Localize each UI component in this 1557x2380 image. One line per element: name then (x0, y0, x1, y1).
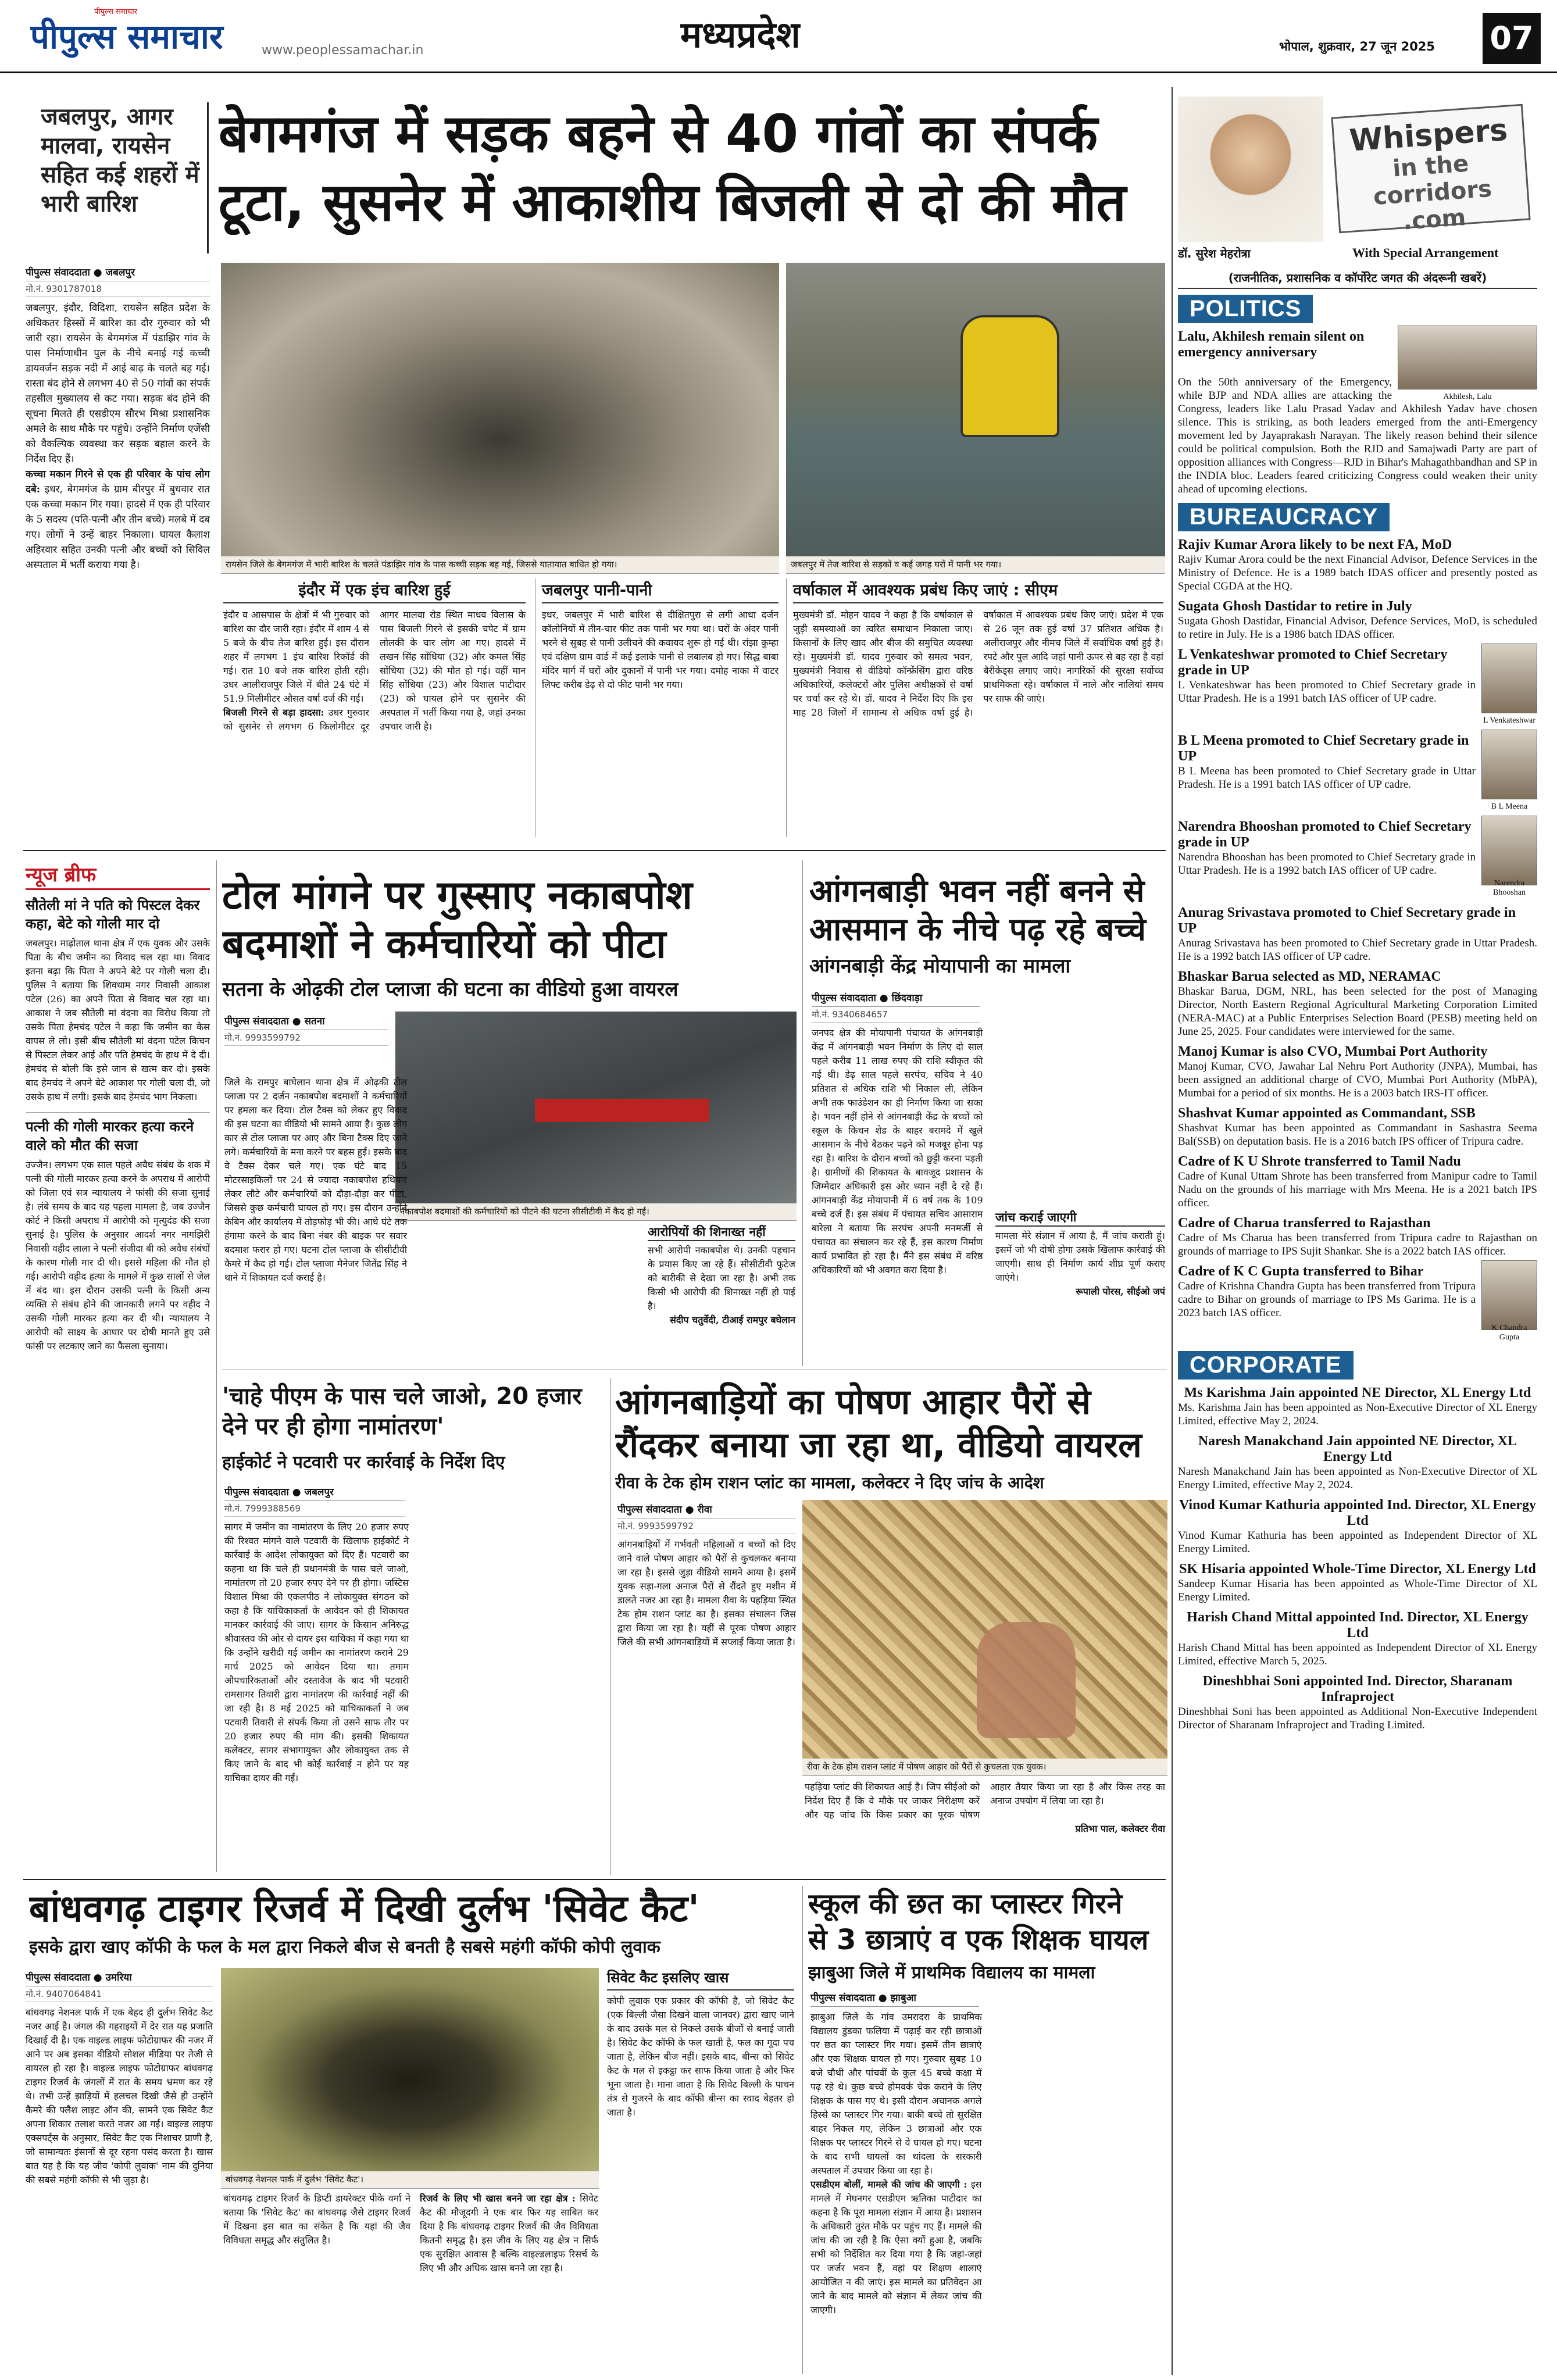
bureaucracy-label: BUREAUCRACY (1178, 503, 1390, 531)
anganwadi-probe-body: मामला मेरे संज्ञान में आया है, मैं जांच कराती हूं। इसमें जो भी दोषी होगा उसके खिलाफ कार्रवाई की जाएगी। साथ ही निर्माण कार्य शीघ्र पूर्ण कराए जाएंगे। (995, 1230, 1165, 1283)
divider (216, 860, 217, 1872)
corporate-item (1178, 1380, 1537, 1428)
bureaucracy-body: Sugata Ghosh Dastidar, Financial Advisor, Defence Services, MoD, is scheduled to retire in July. He is a 1986 batch IDAS officer. (1178, 615, 1537, 641)
civet-photo (221, 1968, 599, 2171)
poshan-body-box (615, 1500, 798, 1875)
bureaucracy-body: Manoj Kumar, CVO, Jawahar Lal Nehru Port Authority (JNPA), Mumbai, has been assigned an additional charge of CVO, Mumbai Port Authority (MbPA), Mumbai for a period of six months. He is a 2003 batch IRS-IT officer. (1178, 1060, 1537, 1099)
bureaucracy-item (1178, 1210, 1537, 1258)
poshan-headline-1: आंगनबाड़ियों का पोषण आहार पैरों से (615, 1382, 1091, 1423)
civet-reserve-body: सिवेट कैट की मौजूदगी ने एक बार फिर यह साबित कर दिया है कि बांधवगढ़ टाइगर रिजर्व की जैव विविधता कितनी समृद्ध है। इस जीव के लिए यह क्षेत्र न सिर्फ एक सुरक्षित आवास है बल्कि वाइल्डलाइफ रिसर्च के लिए भी और अधिक खास बनने जा रहा है। (420, 2193, 598, 2274)
corporate-label: CORPORATE (1178, 1351, 1354, 1380)
author-photo (1178, 97, 1323, 242)
byline: पीपुल्स संवाददाता ● झाबुआ (810, 1988, 979, 2007)
corporate-head: Vinod Kumar Kathuria appointed Ind. Director, XL Energy Ltd (1179, 1498, 1537, 1528)
masthead (0, 0, 1557, 73)
anganwadi-probe-box (993, 1209, 1167, 1360)
civet-cont-box (221, 2192, 413, 2372)
auto-rickshaw (960, 315, 1059, 437)
bureaucracy-item (1178, 1148, 1537, 1210)
weather-sub-body: इधर, बेगमगंज के ग्राम बीरपुर में बुधवार रात एक कच्चा मकान गिर गया। हादसे में एक ही परिवार के 5 सदस्य (पति-पत्नी और तीन बच्चे) मलबे में दब गए। लोगों ने उन्हें बाहर निकाला। घायल कैलाश अहिरवार सहित उनकी पत्नी और बच्चों को सिविल अस्पताल में भर्ती कराया गया है। (26, 484, 210, 571)
weather-caption-2: जबलपुर में तेज बारिश से सड़कों व कई जगह घरों में पानी भर गया। (786, 556, 1165, 574)
byline: पीपुल्स संवाददाता ● छिंदवाड़ा (812, 988, 980, 1007)
toll-accused-sig: संदीप चतुर्वेदी, टीआई रामपुर बघेलान (670, 1314, 795, 1325)
school-sub-body: इस मामले में मेघनगर एसडीएम ऋतिका पाटीदार का कहना है कि पूरा मामला संज्ञान में आया है। प्रशासन के अधिकारी तुरंत मौके पर पहुंच गए हैं। मामले की जांच की जा रही है कि ऐसा क्यों हुआ है, जबकि सभी को निर्देशित कर दिया गया है कि जहां-जहां पर जर्जर भवन हैं, वहां पर शिक्षण शालाएं आयोजित न की जाएं। इस मामले का प्रतिवेदन आ जाने के बाद मामले को संज्ञान में लेकर जांच की जाएगी। (810, 2179, 982, 2315)
corporate-item (1178, 1556, 1537, 1604)
cm-block (791, 578, 1166, 846)
byline: पीपुल्स संवाददाता ● जबलपुर (26, 263, 210, 281)
brand-tagline: पीपुल्स समाचार (94, 8, 137, 16)
bureaucracy-head: Cadre of Charua transferred to Rajasthan (1178, 1216, 1431, 1231)
school-body: झाबुआ जिले के गांव उमरादरा के प्राथमिक विद्यालय डुंडका फलिया में पढ़ाई कर रही छात्राओं पर छत का प्लास्टर गिर गया। इसमें तीन छात्राएं और एक शिक्षक घायल हो गए। गुरुवार सुबह 10 बजे चौथी और पांचवीं के कुल 45 बच्चे कक्षा में पढ़ रहे थे। कुछ बच्चे होमवर्क चेक कराने के लिए शिक्षक के पास गए थे। इसी दौरान अचानक अगले हिस्से का प्लास्टर गिर गया। बाकी बच्चे तो सुरक्षित बाहर निकल गए, लेकिन 3 छात्राओं और एक शिक्षक पर प्लास्टर गिरने से वे घायल हो गए। घटना के बाद सभी घायलों का थांदला के सरकारी अस्पताल में उपचार किया जा रहा है। (810, 2011, 982, 2176)
toll-deck: सतना के ओढ़की टोल प्लाजा की घटना का वीडियो हुआ वायरल (222, 978, 678, 1001)
corporate-head: Harish Chand Mittal appointed Ind. Director, XL Energy Ltd (1187, 1610, 1529, 1641)
logo-line-3: .com (1402, 204, 1467, 235)
author-name: डॉ. सुरेश मेहरोत्रा (1178, 246, 1251, 260)
school-headline-1: स्कूल की छत का प्लास्टर गिरने (808, 1888, 1123, 1920)
bureaucracy-item (1178, 1100, 1537, 1148)
page-number: 07 (1483, 13, 1541, 64)
mobile: मो.नं. 9301787018 (26, 281, 210, 297)
anganwadi-headline-1: आंगनबाड़ी भवन नहीं बनने से (809, 873, 1145, 909)
weather-photo-2 (786, 263, 1165, 556)
corporate-body: Ms. Karishma Jain has been appointed as Non-Executive Director of XL Energy Limited, effective May 2, 2024. (1178, 1402, 1537, 1427)
whispers-column (1178, 93, 1537, 2375)
anganwadi-probe-sig: रूपाली पोरस, सीईओ जपं (1076, 1286, 1165, 1297)
bureaucracy-thumb (1481, 644, 1537, 725)
poshan-body: आंगनबाड़ियों में गर्भवती महिलाओं व बच्चों को दिए जाने वाले पोषण आहार को पैरों से कुचलकर बनाया जा रहा है। इससे जुड़ा वीडियो सामने आया है। इसमें युवक सड़ा-गला अनाज पैरों से रौंदते हुए मशीन में डालते नजर आ रहा है। मामला रीवा के पहड़िया स्थित टेक होम राशन प्लांट का है। इसका संचालन जिस द्वारा किया जा रहा है। यहीं से पूरक पोषण आहार जिले की सभी आंगनबाड़ियों में सप्लाई किया जाता है। (617, 1539, 796, 1648)
bureaucracy-body: Shashvat Kumar has been appointed as Commandant in Sashastra Seema Bal(SSB) on deputation basis. He is a 2016 batch IPS officer of Tripura cadre. (1178, 1122, 1537, 1148)
toll-body: जिले के रामपुर बाघेलान थाना क्षेत्र में ओढ़की टोल प्लाजा पर 2 दर्जन नकाबपोश बदमाशों ने कर्मचारियों पर हमला कर दिया। टोल टैक्स को लेकर हुए विवाद की इस घटना का वीडियो भी सामने आया है। कुछ लोग कार से टोल प्लाजा पर आए और बिना टैक्स दिए जाने लगे। कर्मचारियों के मना करने पर बहस हुई। इसके बाद वे टैक्स देकर चले गए। एक घंटे बाद 15 मोटरसाइकिलों पर 24 से ज्यादा नकाबपोश हथियार लेकर लौटे और कर्मचारियों को दौड़ा-दौड़ा कर पीटा, जिससे कुछ कर्मचारी घायल हो गए। इस दौरान उन्होंने केबिन और कार्यालय में तोड़फोड़ भी की। आधे घंटे तक हंगामा करने के बाद बिना नंबर की बाइक पर सवार बदमाश फरार हो गए। घटना टोल प्लाजा के सीसीटीवी कैमरे में कैद हो गई। टोल प्लाजा मैनेजर जितेंद्र सिंह ने थाने में शिकायत दर्ज कराई है। (224, 1077, 407, 1283)
corporate-head: Ms Karishma Jain appointed NE Director, XL Energy Ltd (1184, 1385, 1531, 1400)
anganwadi-probe-head: जांच कराई जाएगी (995, 1209, 1165, 1227)
school-headline-2: से 3 छात्राएं व एक शिक्षक घायल (808, 1924, 1149, 1956)
school-subhead: एसडीएम बोलीं, मामले की जांच की जाएगी : (810, 2179, 967, 2190)
whispers-header (1178, 93, 1537, 267)
toll-headline-2: बदमाशों ने कर्मचारियों को पीटा (222, 921, 666, 967)
mobile: मो.नं. 9993599792 (617, 1518, 796, 1534)
bureaucracy-thumb-label: Narendra Bhooshan (1493, 879, 1526, 897)
corporate-item (1178, 1428, 1537, 1492)
divider (802, 1886, 803, 2374)
mobile: मो.नं. 9340684657 (812, 1007, 980, 1023)
bureaucracy-item (1178, 899, 1537, 963)
civet-caption: बांधवगढ़ नेशनल पार्क में दुर्लभ 'सिवेट कैट'। (221, 2171, 599, 2189)
bureaucracy-body: Cadre of Kunal Uttam Shrote has been transferred from Manipur cadre to Tamil Nadu on the grounds of his marriage with Mrs Meena. He is a 2021 batch IPS officer. (1178, 1170, 1537, 1209)
site-url[interactable]: www.peoplessamachar.in (262, 43, 424, 58)
anganwadi-headline-2: आसमान के नीचे पढ़ रहे बच्चे (809, 911, 1146, 948)
divider (207, 102, 209, 253)
civet-reserve-box (417, 2192, 601, 2372)
civet-why-box (605, 1968, 797, 2375)
brand-name: पीपुल्स समाचार (30, 17, 223, 56)
divider (1172, 87, 1173, 2375)
civet-why-body: कोपी लुवाक एक प्रकार की कॉफी है, जो सिवेट कैट (एक बिल्ली जैसा दिखने वाला जानवर) द्वारा खाए जाने के बाद उसके मल से निकले उसके बीजों से बनाई जाती है। सिवेट कैट कॉफी के फल खाती है, फल का गूदा पच जाता है, लेकिन बीज नहीं। इसके बाद, बीन्स को सिवेट कैट के मल से इकट्ठा कर साफ किया जाता है और फिर भूना जाता है। माना जाता है कि सिवेट बिल्ली के पाचन तंत्र से गुजरने के बाद कॉफी बीन्स का स्वाद बेहतर हो जाता है। (607, 1995, 794, 2118)
corporate-body: Sandeep Kumar Hisaria has been appointed as Whole-Time Director of XL Energy Limited. (1178, 1578, 1537, 1603)
bureaucracy-body: Anurag Srivastava has been promoted to Chief Secretary grade in Uttar Pradesh. He is a 1992 batch IAS officer of UP cadre. (1178, 937, 1537, 963)
patwari-deck: हाईकोर्ट ने पटवारी पर कार्रवाई के निर्देश दिए (222, 1452, 505, 1473)
bureaucracy-thumb (1481, 816, 1537, 897)
bureaucracy-item (1178, 641, 1537, 727)
toll-headline-1: टोल मांगने पर गुस्साए नकाबपोश (222, 873, 692, 919)
poshan-quote-box (802, 1780, 1167, 1873)
corporate-item (1178, 1604, 1537, 1668)
toll-byline-box (222, 1012, 391, 1046)
bureaucracy-list (1178, 531, 1537, 1344)
logo-line-1: Whispers (1348, 112, 1509, 159)
corporate-item (1178, 1668, 1537, 1732)
mobile: मो.नं. 9407064841 (26, 1986, 213, 2002)
civet-why-head: सिवेट कैट इसलिए खास (607, 1968, 794, 1991)
bureaucracy-item (1178, 593, 1537, 641)
indore-body: इंदौर व आसपास के क्षेत्रों में भी गुरुवार को बारिश का दौर जारी रहा। इंदौर में शाम 4 से 5 बजे के बीच तेज बारिश हुई। इस दौरान शहर में लगभग 1 इंच बारिश रिकॉर्ड की गई। रात 10 बजे तक बारिश होती रही। उधर आलीराजपुर जिले में बीते 24 घंटे में 51.9 मिलीमीटर औसत वर्षा दर्ज की गई। (223, 609, 369, 704)
bureaucracy-item (1178, 1258, 1537, 1344)
anganwadi-body: जनपद क्षेत्र की मोयापानी पंचायत के आंगनबाड़ी केंद्र में आंगनबाड़ी भवन निर्माण के लिए दो साल पहले करीब 11 लाख रुपए की राशि स्वीकृत की गई थी। डेढ़ साल पहले सरपंच, सचिव ने 40 प्रतिशत से अधिक राशि भी निकाल ली, लेकिन अभी तक फाउंडेशन का ही निर्माण किया जा सका है। भवन नहीं होने से आंगनबाड़ी केंद्र के बच्चों को स्कूल के किचन शेड के बाहर बरामदे में खुले आसमान के नीचे बैठकर पढ़ने को मजबूर होना पड़ रहा है। बारिश के दौरान बच्चों को छुट्टी करना पड़ती है। ग्रामीणों की शिकायत के बावजूद प्रशासन के जिम्मेदार अधिकारी इस ओर ध्यान नहीं दे रहे हैं। आंगनबाड़ी केंद्र मोयापानी में 6 वर्ष तक के 109 बच्चे दर्ज हैं। इस संबंध में पंचायत सचिव आसाराम बारेला ने बताया कि सरपंच अपनी मनमर्जी से पंचायत का संचालन कर रहे हैं, इस कारण निर्माण कार्य प्रभावित हो रहा है। मैंने इस संबंध में वरिष्ठ अधिकारियों को भी अवगत करा दिया है। (812, 1027, 983, 1275)
bureaucracy-head: Manoj Kumar is also CVO, Mumbai Port Authority (1178, 1044, 1488, 1059)
brief-item-1-head: सौतेली मां ने पति को पिस्टल देकर कहा, बेटे को गोली मार दो (26, 897, 200, 932)
divider (802, 860, 803, 1366)
weather-col-left (23, 263, 212, 847)
bureaucracy-item (1178, 727, 1537, 813)
bureaucracy-thumb-label: L Venkateshwar (1483, 716, 1535, 725)
bureaucracy-body: Rajiv Kumar Arora could be the next Financial Advisor, Defence Services in the Ministry of Defence. He is a 1989 batch IDAS officer and presently posted as Special CGDA at the HQ. (1178, 553, 1537, 592)
bureaucracy-head: B L Meena promoted to Chief Secretary grade in UP (1178, 733, 1469, 764)
jabalpur-head: जबलपुर पानी-पानी (542, 578, 779, 603)
bureaucracy-body: Narendra Bhooshan has been promoted to Chief Secretary grade in Uttar Pradesh. He is a 1992 batch IAS officer of UP cadre. (1178, 851, 1476, 877)
divider (23, 850, 1166, 851)
bureaucracy-head: L Venkateshwar promoted to Chief Secretary grade in UP (1178, 647, 1448, 678)
news-brief (23, 860, 212, 1875)
brand-logo (30, 6, 280, 66)
corporate-head: Dineshbhai Soni appointed Ind. Director, Sharanam Infraproject (1202, 1674, 1513, 1704)
byline: पीपुल्स संवाददाता ● उमरिया (26, 1968, 213, 1986)
civet-deck: इसके द्वारा खाए कॉफी के फल के मल द्वारा निकले बीज से बनती है सबसे महंगी कॉफी कोपी लुवाक (29, 1937, 660, 1957)
politics-body: On the 50th anniversary of the Emergency, while BJP and NDA allies are attacking the Congress, leaders like Lalu Prasad Yadav and Akhilesh Yadav have chosen silence. This is striking, as both leaders emerged from the anti-Emergency movement led by Jayaprakash Narayan. The likely reason behind their silence could be political compulsion. Both the RJD and Samajwadi Party are part of opposition alliances with Congress—RJD in Bihar's Mahagathbandhan and SP in the INDIA bloc. Leaders feared criticizing Congress could weaken their unity ahead of upcoming elections. (1178, 376, 1537, 495)
civet-headline: बांधवगढ़ टाइगर रिजर्व में दिखी दुर्लभ 'सिवेट कैट' (29, 1888, 699, 1931)
bureaucracy-head: Cadre of K U Shrote transferred to Tamil Nadu (1178, 1154, 1461, 1169)
bureaucracy-item (1178, 1038, 1537, 1100)
school-body-box (808, 1988, 1166, 2375)
whispers-logo (1331, 104, 1530, 234)
corporate-body: Vinod Kumar Kathuria has been appointed as Independent Director of XL Energy Limited. (1178, 1530, 1537, 1555)
bureaucracy-thumb-label: K Chandra Gupta (1491, 1324, 1527, 1342)
bureaucracy-head: Bhaskar Barua selected as MD, NERAMAC (1178, 969, 1441, 984)
bureaucracy-body: Bhaskar Barua, DGM, NRL, has been selected for the post of Managing Director, North Eastern Regional Agricultural Marketing Corporation Limited (NERA-MAC) at a Public Enterprises Selection Board (PESB) meeting held on June 25, 2025. Four candidates were interviewed for the same. (1178, 985, 1537, 1038)
section-name: मध्यप्रदेश (680, 13, 801, 56)
bureaucracy-thumb-label: B L Meena (1491, 802, 1528, 811)
poshan-quote-sig: प्रतिभा पाल, कलेक्टर रीवा (1075, 1823, 1165, 1834)
bureaucracy-body: B L Meena has been promoted to Chief Secretary grade in Uttar Pradesh. He is a 1991 batch IAS officer of UP cadre. (1178, 765, 1476, 791)
bureaucracy-body: Cadre of Ms Charua has been transferred from Tripura cadre to Rajasthan on grounds of marriage to IPS Sujit Shankar. She is a 2022 batch IAS officer. (1178, 1232, 1537, 1257)
special-arrangement: With Special Arrangement (1352, 245, 1499, 260)
byline: पीपुल्स संवाददाता ● जबलपुर (224, 1482, 405, 1501)
school-deck: झाबुआ जिले में प्राथमिक विद्यालय का मामला (808, 1963, 1095, 1983)
weather-body: जबलपुर, इंदौर, विदिशा, रायसेन सहित प्रदेश के अधिकतर हिस्सों में बारिश का दौर गुरुवार को भी जारी रहा। रायसेन के बेगमगंज में पंडाझिर गांव के पास निर्माणाधीन पुल के नीचे बनाई गई कच्ची डायवर्जन सड़क नदी में आई बाढ़ के चलते बह गई। रास्ता बंद होने से लगभग 40 से 50 गांवों का संपर्क तहसील मुख्यालय से कट गया। सड़क बंद होने की सूचना मिलते ही एसडीएम सौरभ मिश्रा प्रशासनिक अमले के साथ मौके पर पहुंचे। उन्होंने निर्माण एजेंसी को वैकल्पिक व्यवस्था कर सड़क बहाल करने के निर्देश दिए हैं। (26, 302, 210, 465)
politics-label: POLITICS (1178, 295, 1313, 323)
bureaucracy-item (1178, 813, 1537, 899)
brief-item-2-head: पत्नी की गोली मारकर हत्या करने वाले को मौत की सजा (26, 1112, 210, 1155)
weather-side-head: जबलपुर, आगर मालवा, रायसेन सहित कई शहरों में भारी बारिश (41, 103, 199, 217)
toll-accused-head: आरोपियों की शिनाख्त नहीं (648, 1224, 795, 1241)
cm-head: वर्षाकाल में आवश्यक प्रबंध किए जाएं : सीएम (793, 578, 1163, 603)
jabalpur-body: इधर, जबलपुर में भारी बारिश से दीक्षितपुरा से लगी आधा दर्जन कॉलोनियों में तीन-चार फीट तक पानी भर गया था। घरों के अंदर पानी भरने से सुबह से पानी उलीचने की कवायद शुरू हो गई थी। रांझा कुम्हा एवं दक्षिण ग्राम वार्ड में कई इलाके पानी से लबालब हो गए। सिद्ध बाबा मंदिर मार्ग में घरों और दुकानों में पानी भर गया। दमोह नाका में वाटर लिफ्ट करीब डेढ़ से दो फीट पानी भर गया। (542, 609, 779, 690)
bureaucracy-thumb (1481, 1260, 1537, 1342)
corporate-body: Naresh Manakchand Jain has been appointed as Non-Executive Director of XL Energy Limited, effective May 2, 2024. (1178, 1466, 1537, 1491)
logo-line-2: in the corridors (1372, 150, 1493, 210)
indore-block (221, 578, 528, 846)
toll-caption: नकाबपोश बदमाशों की कर्मचारियों को पीटने की घटना सीसीटीवी में कैद हो गई। (395, 1203, 797, 1221)
indore-subhead: बिजली गिरने से बड़ा हादसा: (223, 707, 324, 718)
mobile: मो.नं. 7999388569 (224, 1501, 405, 1517)
bureaucracy-item (1178, 963, 1537, 1038)
bureaucracy-head: Rajiv Kumar Arora likely to be next FA, MoD (1178, 537, 1452, 552)
civet-reserve-body2: बांधवगढ़ टाइगर रिजर्व के डिप्टी डायरेक्टर पीके वर्मा ने बताया कि 'सिवेट कैट' का बांधवगढ़ जैसे टाइगर रिजर्व में दिखना इस बात का संकेत है कि यहां की जैव विविधता समृद्ध और संतुलित है। (223, 2193, 410, 2246)
poshan-caption: रीवा के टेक होम राशन प्लांट में पोषण आहार को पैरों से कुचलता एक युवक। (802, 1759, 1167, 1776)
weather-caption-1: रायसेन जिले के बेगमगंज में भारी बारिश के चलते पंडाझिर गांव के पास कच्ची सड़क बह गई, जिससे यातायात बाधित हो गया। (221, 556, 779, 574)
mobile: मो.नं. 9993599792 (224, 1030, 388, 1046)
politics-thumb-label: Akhilesh, Lalu (1443, 392, 1492, 401)
politics-head: Lalu, Akhilesh remain silent on emergency anniversary (1178, 329, 1365, 360)
toll-accused-box (645, 1224, 798, 1363)
civet-left-col (23, 1968, 215, 2375)
anganwadi-deck: आंगनबाड़ी केंद्र मोयापानी का मामला (809, 955, 1071, 978)
indore-head: इंदौर में एक इंच बारिश हुई (223, 578, 526, 603)
bureaucracy-body: Cadre of Krishna Chandra Gupta has been transferred from Tripura cadre to Bihar on grounds of marriage to IPS Ms Garima. He is a 2023 batch IAS officer. (1178, 1280, 1476, 1319)
poshan-photo (802, 1500, 1167, 1759)
weather-headline-1: बेगमगंज में सड़क बहने से 40 गांवों का संपर्क (219, 103, 1098, 165)
byline: पीपुल्स संवाददाता ● सतना (224, 1012, 388, 1030)
news-brief-label: न्यूज ब्रीफ (26, 860, 210, 890)
toll-accused-body: सभी आरोपी नकाबपोश थे। उनकी पहचान के प्रयास किए जा रहे हैं। सीसीटीवी फुटेज को बारीकी से देखा जा रहा है। अभी तक किसी भी आरोपी की शिनाख्त नहीं हो पाई है। (648, 1245, 795, 1311)
brief-item-2-body: उज्जैन। लगभग एक साल पहले अवैध संबंध के शक में पत्नी की गोली मारकर हत्या करने के अपराध में आरोपी को जिला एवं सत्र न्यायालय ने फांसी की सजा सुनाई है। लंबे समय के बाद यह पहला मामला है, जब उज्जैन कोर्ट ने किसी अपराध में आरोपी को मृत्युदंड की सजा सुनाई है। पुलिस के अनुसार आदर्श नगर नागझिरी निवासी वहीद लाला ने पत्नी संजीदा बी को अवैध संबंधों के कारण गोली मार दी थी। इससे महिला की मौत हो गई। आरोपी वहीद हत्या के मामले में कुछ सालों से जेल में बंद था। इस दौरान उसकी पत्नी के किसी अन्य व्यक्ति से संबंध होने की जानकारी लगने पर वहीद ने उसकी गोली मारकर हत्या कर दी थी। न्यायालय ने आरोपी को साक्ष्य के आधार पर दोषी मानते हुए उसे फांसी पर लटकाए जाने का फैसला सुनाया। (26, 1159, 210, 1352)
bureaucracy-head: Sugata Ghosh Dastidar to retire in July (1178, 599, 1412, 614)
poshan-deck: रीवा के टेक होम राशन प्लांट का मामला, कलेक्टर ने दिए जांच के आदेश (615, 1473, 1044, 1492)
dateline: भोपाल, शुक्रवार, 27 जून 2025 (1279, 40, 1435, 53)
bureaucracy-body: L Venkateshwar has been promoted to Chief Secretary grade in Uttar Pradesh. He is a 1991 batch IAS officer of UP cadre. (1178, 679, 1476, 705)
jabalpur-block (540, 578, 781, 846)
bureaucracy-head: Shashvat Kumar appointed as Commandant, SSB (1178, 1106, 1476, 1121)
indore-sub-body: उधर गुरुवार को सुसनेर से लगभग 6 किलोमीटर दूर आगर मालवा रोड स्थित माधव विलास के पास बिजली गिरने से इसकी चपेट में ग्राम लोलकी के चार लोग आ गए। हादसे में लखन सिंह सोंधिया (32) और कमल सिंह सोंधिया (32) की मौत हो गई। वहीं मान सिंह सोंधिया (23) और विशाल पाटीदार (23) को घायल होने पर सुसनेर की अस्पताल में भर्ती किया गया है, जहां उनका उपचार जारी है। (223, 609, 526, 732)
bureaucracy-head: Narendra Bhooshan promoted to Chief Secretary grade in UP (1178, 819, 1472, 850)
corporate-body: Dineshbhai Soni has been appointed as Additional Non-Executive Independent Director of Sharanam Infraproject and Trading Limited. (1178, 1706, 1537, 1731)
patwari-headline: 'चाहे पीएम के पास चले जाओ, 20 हजार देने पर ही होगा नामांतरण' (222, 1383, 582, 1440)
brief-item-1-body: जबलपुर। माढ़ोताल थाना क्षेत्र में एक युवक और उसके पिता के बीच जमीन का विवाद चल रहा था। विवाद इतना बढ़ा कि पिता ने अपने बेटे पर गोली चला दी। पुलिस ने बताया कि शिवधाम नगर निवासी आकाश पटेल (26) का अपने पिता से विवाद चल रहा था। आकाश ने जब सौतेली मां वंदना का विरोध किया तो उसके पिता हेमचंद पटेल ने कहा कि जमीन का केस वापस ले लो। इसी बीच सौतेली मां वंदना पटेल किचन से पिस्टल लेकर आई और पति हेमचंद के हाथ में दे दी। हेमचंद से बोली कि इसे जान से खत्म कर दो। इसके बाद हेमचंद ने अपने बेटे आकाश पर गोली चला दी, जो उसके हाथ में लगी। इसके बाद हेमचंद भाग निकला। (26, 938, 210, 1102)
corporate-body: Harish Chand Mittal has been appointed as Independent Director of XL Energy Limited, effective March 5, 2025. (1178, 1642, 1537, 1667)
civet-body: बांधवगढ़ नेशनल पार्क में एक बेहद ही दुर्लभ सिवेट कैट नजर आई है। जंगल की गहराइयों में देर रात यह प्रजाति दिखाई दी है। एक वाइल्ड लाइफ फोटोग्राफर की नजर में आने पर अब इसका वीडियो सोशल मीडिया पर तेजी से वायरल हो रहा है। वाइल्ड लाइफ फोटोग्राफर बांधवगढ़ टाइगर रिजर्व के जंगलों में रात के समय भ्रमण कर रहे थे। तभी उन्हें झाड़ियों में हलचल दिखी जैसे ही उन्होंने कैमरे की फ्लैश लाइट ऑन की, सामने एक सिवेट कैट अपना शिकार तलाश करते नजर आ गई। वाइल्ड लाइफ एक्सपर्ट्स के अनुसार, सिवेट कैट एक निशाचर प्राणी है, जो सामान्यतः इंसानों से दूर रहना पसंद करता है। खास बात यह है कि यह जीव 'कोपी लुवाक' नाम की दुनिया की सबसे महंगी कॉफी से भी जुड़ा है। (26, 2007, 213, 2185)
divider (23, 1879, 1166, 1880)
weather-headline-2: टूटा, सुसनेर में आकाशीय बिजली से दो की मौत (219, 172, 1126, 233)
divider (610, 1378, 611, 1875)
weather-photo-1 (221, 263, 779, 556)
byline: पीपुल्स संवाददाता ● रीवा (617, 1500, 796, 1518)
poshan-quote: पहड़िया प्लांट की शिकायत आई है। जिप सीईओ को निर्देश दिए हैं कि वे मौके पर जाकर निरीक्षण करें और यह जांच कि किस प्रकार का पूरक पोषण आहार तैयार किया जा रहा है और किस तरह का अनाज उपयोग में लिया जा रहा है। (805, 1781, 1165, 1820)
bureaucracy-item (1178, 531, 1537, 593)
divider (786, 578, 787, 837)
poshan-headline-2: रौंदकर बनाया जा रहा था, वीडियो वायरल (615, 1425, 1142, 1466)
bureaucracy-thumb (1481, 730, 1537, 811)
whispers-tagline: (राजनीतिक, प्रशासनिक व कॉर्पोरेट जगत की अंदरूनी खबरें) (1178, 267, 1537, 289)
weather-subhead: कच्चा मकान गिरने से एक ही परिवार के पांच लोग दबे: (26, 469, 210, 495)
cm-body: मुख्यमंत्री डॉ. मोहन यादव ने कहा है कि वर्षाकाल से जुड़ी समस्याओं का त्वरित समाधान निकाला जाए। किसानों के लिए खाद और बीज की समुचित व्यवस्था रहे। मुख्यमंत्री डॉ. यादव गुरुवार को समत्व भवन, मुख्यमंत्री निवास से वीडियो कॉन्फ्रेंसिंग द्वारा वरिष्ठ अधिकारियों, कलेक्टरों और पुलिस अधीक्षकों से वर्षा पर चर्चा कर रहे थे। डॉ. यादव ने निर्देश दिए कि इस माह 28 जिलों में सामान्य से अधिक वर्षा हुई है। वर्षाकाल में आवश्यक प्रबंध किए जाएं। प्रदेश में एक से 26 जून तक हुई वर्षा 37 प्रतिशत अधिक है। अलीराजपुर और नीमच जिले में सर्वाधिक वर्षा हुई है। रपटे और पुल आदि जहां पानी ऊपर से बह रहा है वहां बैरीकेड्स लगाए जाएं। नागरिकों की सुरक्षा सर्वोच्च प्राथमिकता रहे। वर्षाकाल में नाले और नालियां समय पर साफ की जाएं। (793, 609, 1163, 718)
corporate-head: Naresh Manakchand Jain appointed NE Director, XL Energy Ltd (1198, 1434, 1517, 1464)
corporate-head: SK Hisaria appointed Whole-Time Director, XL Energy Ltd (1179, 1561, 1536, 1577)
patwari-body: सागर में जमीन का नामांतरण के लिए 20 हजार रुपए की रिश्वत मांगने वाले पटवारी के खिलाफ हाईकोर्ट ने कार्रवाई के आदेश लोकायुक्त को दिए हैं। पटवारी का कहना था कि चले ही प्रधानमंत्री के पास चले जाओ, नामांतरण तो 20 हजार रुपए देने पर ही होगा। जस्टिस विशाल मिश्रा की एकलपीठ ने लोकायुक्त संगठन को कहा है कि याचिकाकर्ता के आवेदन को ही शिकायत मानकर कार्रवाई की जाए। सागर के किसान अनिरुद्ध श्रीवास्तव की ओर से दायर इस याचिका में कहा गया था कि उन्होंने खरीदी गई जमीन का नामांतरण कराने 29 मार्च 2025 को आवेदन दिया था। तमाम औपचारिकताओं और दस्तावेज के बाद भी पटवारी रामसागर तिवारी द्वारा नामांतरण की कार्रवाई नहीं की जा रही है। 8 मई 2025 को याचिकाकर्ता ने जब पटवारी तिवारी से संपर्क किया तो उसने साफ तौर पर 20 हजार रुपए की मांग की। इसकी शिकायत कलेक्टर, सागर संभागायुक्त और लोकायुक्त तक से किए जाने के बाद भी कोई कार्रवाई न होने पर यह याचिका दायर की गई। (224, 1521, 409, 1784)
corporate-list (1178, 1380, 1537, 1732)
politics-thumb (1398, 326, 1537, 401)
civet-reserve-head: रिजर्व के लिए भी खास बनने जा रहा क्षेत्र : (420, 2193, 576, 2204)
bureaucracy-head: Cadre of K C Gupta transferred to Bihar (1178, 1264, 1424, 1279)
patwari-body-box (222, 1482, 606, 1875)
bureaucracy-head: Anurag Srivastava promoted to Chief Secretary grade in UP (1178, 905, 1516, 936)
corporate-item (1178, 1492, 1537, 1556)
